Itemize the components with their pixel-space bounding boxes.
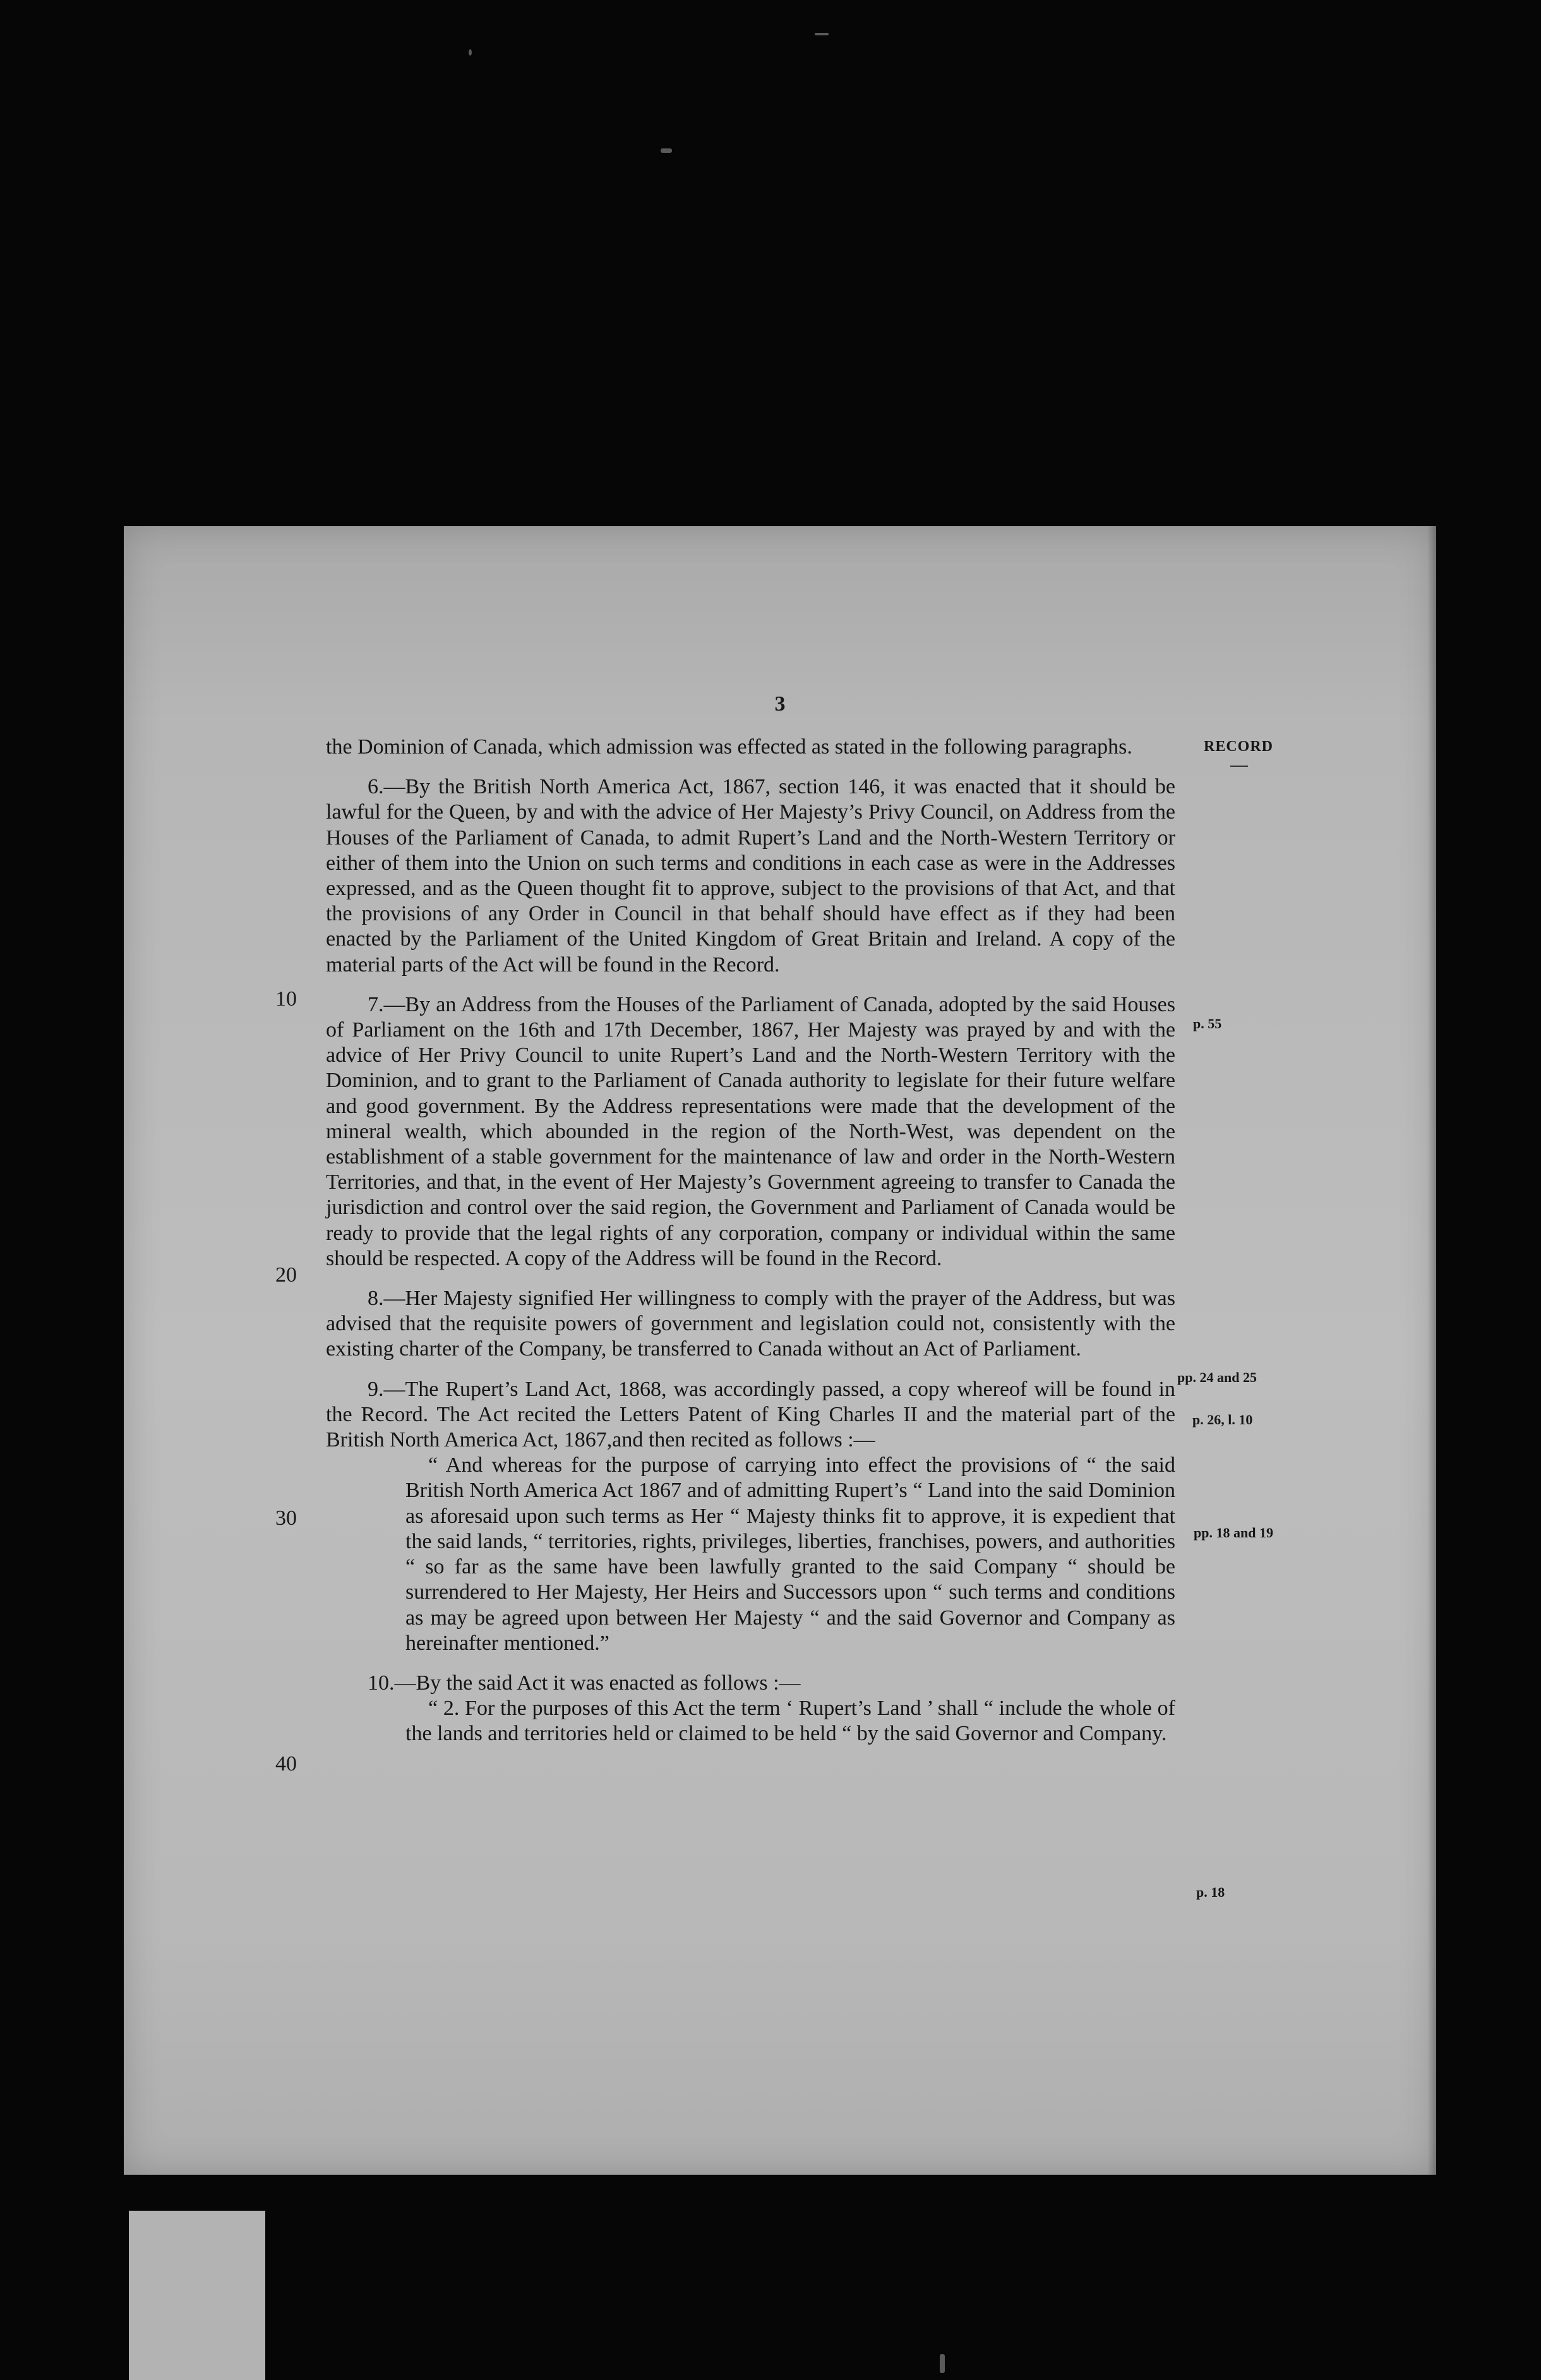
margin-reference: pp. 18 and 19 xyxy=(1194,1525,1273,1541)
paragraph-6: 6.—By the British North America Act, 1867, section 146, it was enacted that it should be lawful for the Queen, by and with the advice of Her Majesty’s Privy Council, on Address from the Houses of the Parliament of Canada, to admit Rupert’s Land and the North-Western Territory or either of them into the Union on such terms and conditions in each case as were in the Addresses expressed, and as the Queen thought fit to approve, subject to the provisions of that Act, and that the provisions of any Order in Council in that behalf should have effect as if they had been enacted by the Parliament of the United Kingdom of Great Britain and Ireland. A copy of the material parts of the Act will be found in the Record. xyxy=(326,775,1175,977)
film-speck xyxy=(661,148,672,153)
adjacent-page-edge xyxy=(129,2211,265,2380)
margin-reference: pp. 24 and 25 xyxy=(1177,1369,1257,1385)
paragraph-continuation: the Dominion of Canada, which admission was effected as stated in the following paragraphs. xyxy=(326,735,1132,759)
quotation-9: “ And whereas for the purpose of carrying into effect the provisions of “ the said British North America Act 1867 and of admitting Rupert’s “ Land into the said Dominion as aforesaid upon such terms as Her “ Majesty thinks fit to approve, it is expedient that the said lands, “ territories, rights, privileges, liberties, franchises, powers, and authorities “ so far as the same have been lawfully granted to the said Company “ should be surrendered to Her Majesty, Her Heirs and Successors upon “ such terms and conditions as may be agreed upon between Her Majesty “ and the said Governor and Company as hereinafter mentioned.” xyxy=(405,1453,1175,1655)
line-number-20: 20 xyxy=(275,1263,297,1287)
quotation-10: “ 2. For the purposes of this Act the term ‘ Rupert’s Land ’ shall “ include the whole of the lands and territories held or claimed to be held “ by the said Governor and Company. xyxy=(405,1697,1175,1746)
page-number: 3 xyxy=(774,692,786,716)
margin-reference: p. 18 xyxy=(1196,1884,1225,1900)
paragraph-10: 10.—By the said Act it was enacted as follows :— xyxy=(368,1671,801,1695)
film-speck xyxy=(469,49,472,56)
margin-reference: p. 55 xyxy=(1193,1016,1222,1031)
paragraph-9: 9.—The Rupert’s Land Act, 1868, was accordingly passed, a copy whereof will be found in the Record. The Act recited the Letters Patent of King Charles II and the material part of the British North America Act, 1867,and then recited as follows :— xyxy=(326,1377,1175,1452)
film-speck xyxy=(815,33,829,35)
line-number-40: 40 xyxy=(275,1752,297,1776)
film-speck xyxy=(940,2354,945,2373)
document-page xyxy=(124,526,1436,2175)
paragraph-7: 7.—By an Address from the Houses of the Parliament of Canada, adopted by the said Houses of Parliament on the 16th and 17th December, 1867, Her Majesty was prayed by and with the advice of Her Privy Council to unite Rupert’s Land and the North-Western Territory with the Dominion, and to grant to the Parliament of Canada authority to legislate for their future welfare and good government. By the Address representations were made that the development of the mineral wealth, which abounded in the region of the North-West, was dependent on the establishment of a stable government for the maintenance of law and order in the North-Western Territories, and that, in the event of Her Majesty’s Government agreeing to transfer to Canada the jurisdiction and control over the said region, the Government and Parliament of Canada would be ready to provide that the legal rights of any corporation, company or individual within the same should be respected. A copy of the Address will be found in the Record. xyxy=(326,992,1175,1270)
line-number-30: 30 xyxy=(275,1506,297,1530)
record-heading-rule xyxy=(1230,766,1248,767)
body-text xyxy=(326,735,1175,1762)
paragraph-8: 8.—Her Majesty signified Her willingness to comply with the prayer of the Address, but was advised that the requisite powers of government and legislation could not, consistently with the existing charter of the Company, be transferred to Canada without an Act of Parliament. xyxy=(326,1287,1175,1361)
line-number-10: 10 xyxy=(275,987,297,1011)
margin-reference: p. 26, l. 10 xyxy=(1192,1412,1253,1427)
record-heading: RECORD xyxy=(1204,738,1274,755)
